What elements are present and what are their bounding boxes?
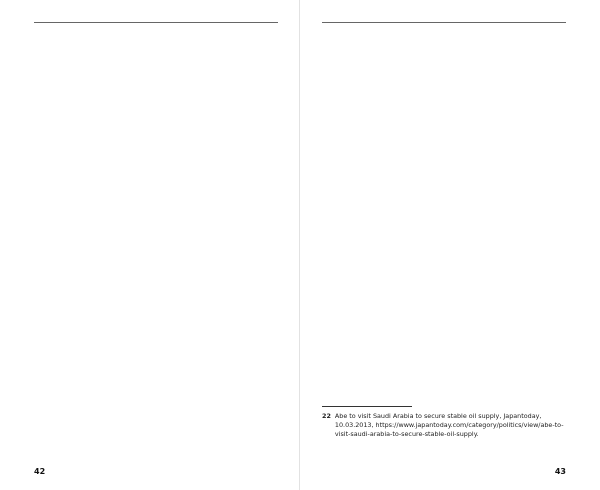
footnote-rule	[322, 406, 412, 407]
right-page-number: 43	[554, 467, 566, 476]
left-body-text	[34, 29, 278, 453]
right-body-text	[322, 29, 566, 299]
right-running-head	[322, 8, 566, 23]
left-running-head	[34, 8, 278, 23]
right-page	[300, 0, 600, 490]
page-gutter	[299, 0, 300, 490]
left-page-number: 42	[34, 467, 46, 476]
footnote	[322, 412, 566, 439]
footnote-text: Abe to visit Saudi Arabia to secure stable oil supply, Japantoday, 10.03.2013, https://www.japantoday.com/category/politics/view/abe-to-visit-saudi-arabia-to-secure-stable-oil-supply.	[334, 412, 564, 438]
footnote-number: 22	[322, 412, 331, 420]
